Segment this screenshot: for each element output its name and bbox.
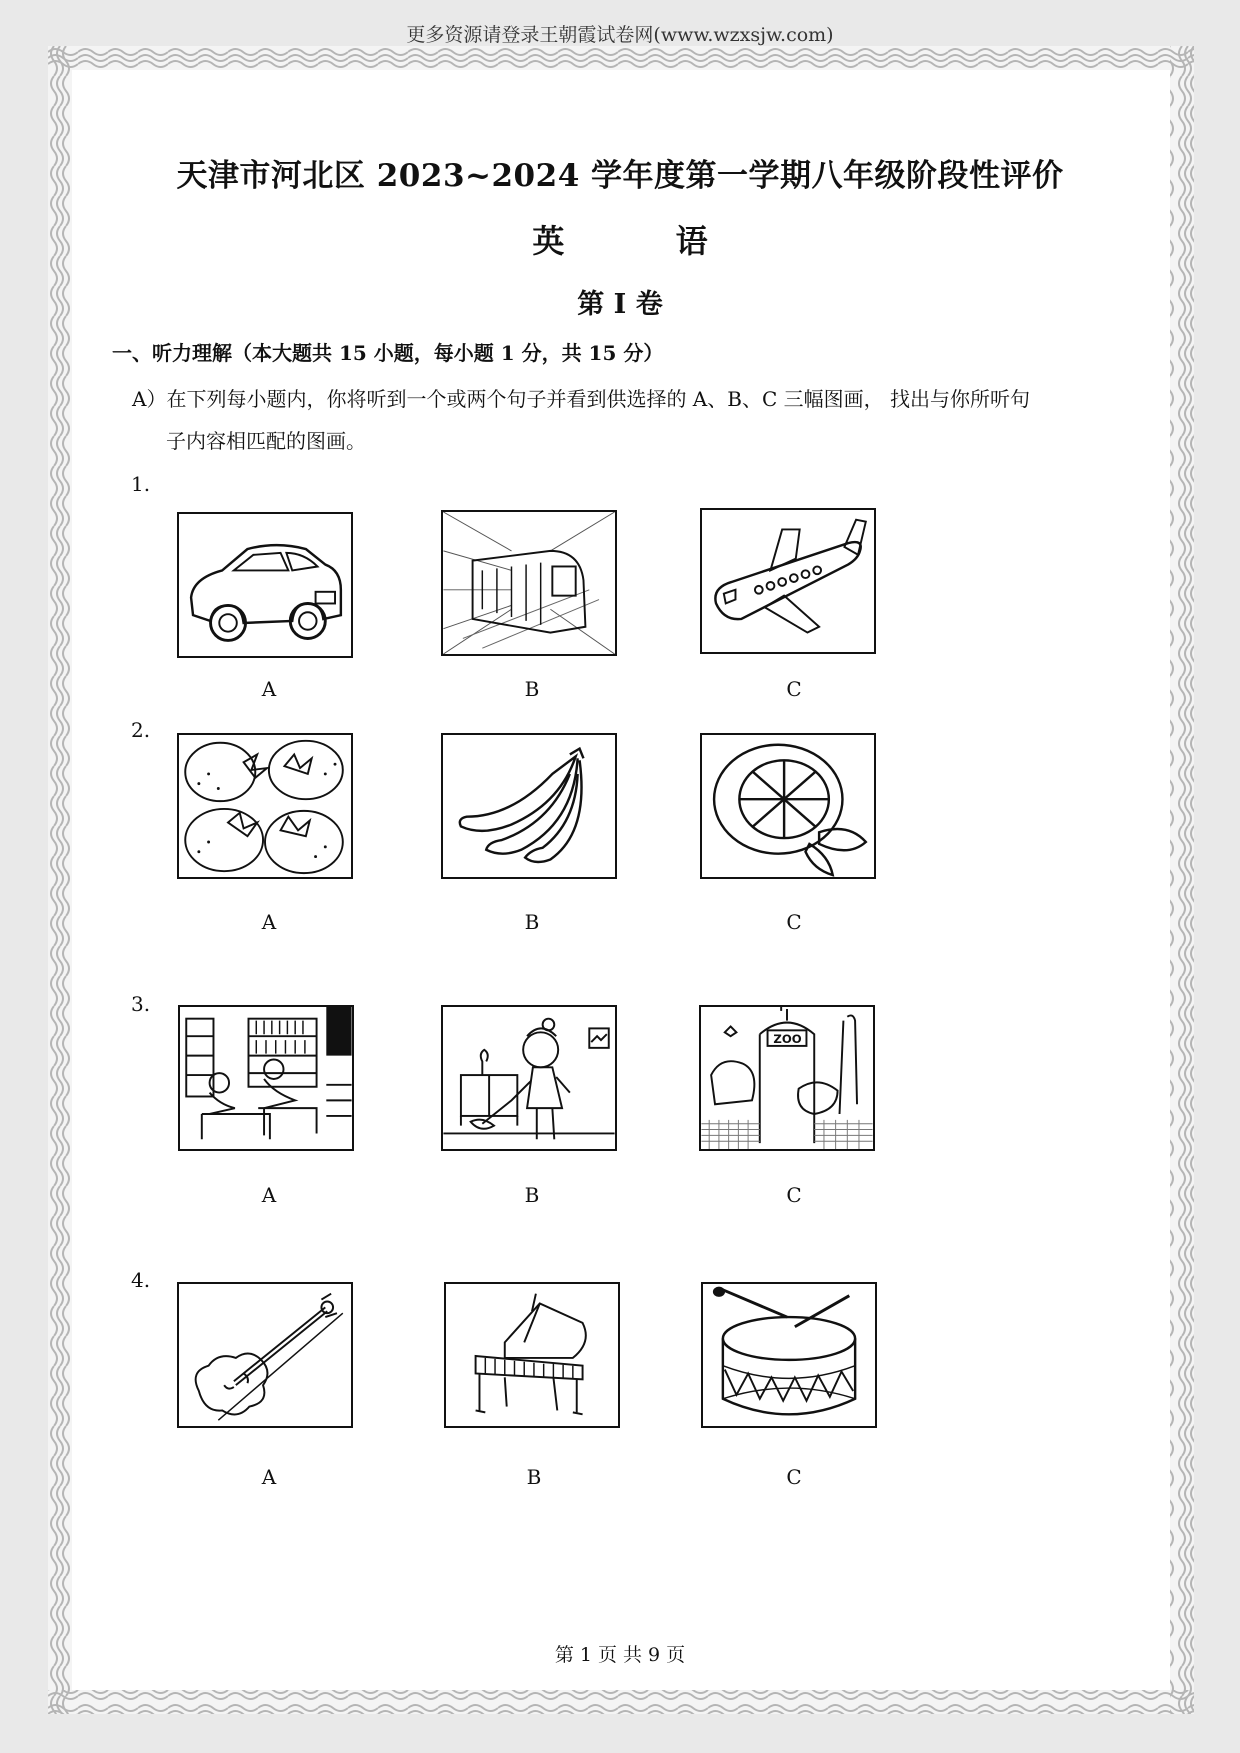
girl-mopping-icon: [443, 1007, 615, 1149]
option-picture-strawberries[interactable]: [177, 733, 353, 879]
violin-icon: [179, 1284, 351, 1426]
option-picture-violin[interactable]: [177, 1282, 353, 1428]
option-label-a: A: [261, 1183, 277, 1207]
option-picture-library[interactable]: [178, 1005, 354, 1151]
option-label-c: C: [786, 910, 802, 934]
option-picture-subway-train[interactable]: [441, 510, 617, 656]
watermark: 更多资源请登录王朝霞试卷网(www.wzxsjw.com): [406, 24, 834, 46]
question-number: 1.: [131, 472, 151, 496]
question-number: 3.: [131, 992, 151, 1016]
exam-subject: 英 语: [532, 222, 758, 260]
option-label-a: A: [261, 1465, 277, 1489]
strawberries-icon: [179, 735, 351, 877]
option-label-c: C: [786, 677, 802, 701]
bananas-icon: [443, 735, 615, 877]
option-label-a: A: [261, 910, 277, 934]
option-picture-drum[interactable]: [701, 1282, 877, 1428]
library-reading-icon: [180, 1007, 352, 1149]
option-picture-airplane[interactable]: [700, 508, 876, 654]
question-number: 2.: [131, 718, 151, 742]
section-heading: 一、听力理解（本大题共 15 小题，每小题 1 分，共 15 分）: [112, 341, 664, 365]
option-picture-piano[interactable]: [444, 1282, 620, 1428]
subway-train-icon: [443, 512, 615, 654]
option-label-a: A: [261, 677, 277, 701]
option-label-b: B: [524, 910, 540, 934]
option-picture-zoo[interactable]: [699, 1005, 875, 1151]
drum-icon: [703, 1284, 875, 1426]
question-number: 4.: [131, 1268, 151, 1292]
zoo-icon: [701, 1007, 873, 1149]
car-icon: [179, 514, 351, 656]
svg-text:ZOO: ZOO: [773, 1031, 802, 1046]
option-label-c: C: [786, 1465, 802, 1489]
option-picture-orange[interactable]: [700, 733, 876, 879]
airplane-icon: [702, 510, 874, 652]
instruction-line1: A）在下列每小题内，你将听到一个或两个句子并看到供选择的 A、B、C 三幅图画， 找出与你所听句: [132, 387, 1030, 411]
piano-icon: [446, 1284, 618, 1426]
instruction: [132, 378, 1132, 462]
option-label-c: C: [786, 1183, 802, 1207]
option-picture-car[interactable]: [177, 512, 353, 658]
option-picture-bananas[interactable]: [441, 733, 617, 879]
orange-icon: [702, 735, 874, 877]
instruction-line2: 子内容相匹配的图画。: [166, 429, 366, 453]
exam-volume: 第 I 卷: [577, 289, 663, 320]
option-label-b: B: [524, 677, 540, 701]
exam-title: 天津市河北区 2023~2024 学年度第一学期八年级阶段性评价: [176, 158, 1064, 194]
page-footer: 第 1 页 共 9 页: [554, 1644, 686, 1666]
option-label-b: B: [526, 1465, 542, 1489]
option-picture-girl-mopping[interactable]: [441, 1005, 617, 1151]
option-label-b: B: [524, 1183, 540, 1207]
